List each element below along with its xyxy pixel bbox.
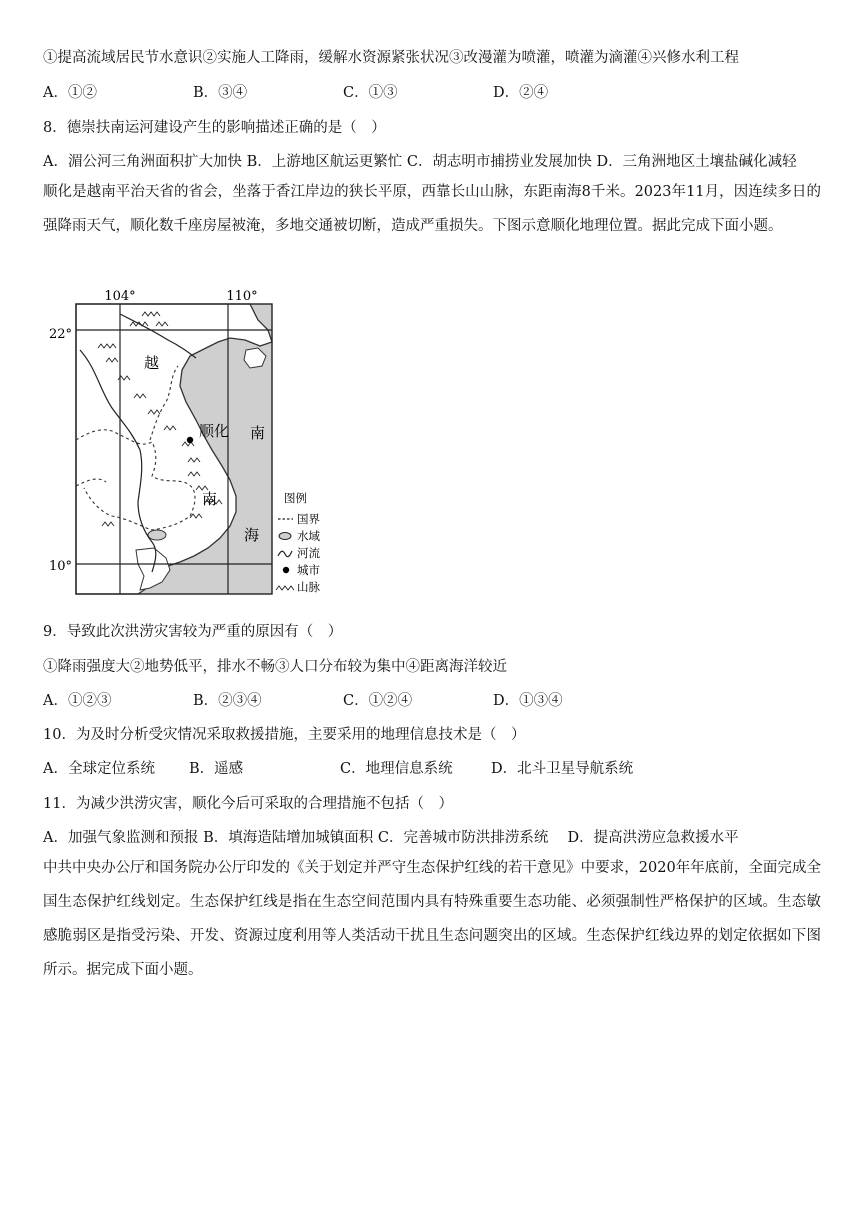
- label-nan-sea: 南: [250, 424, 266, 442]
- lat-label-22: 22°: [48, 327, 72, 342]
- lat-label-10: 10°: [48, 559, 72, 574]
- q10-option-a[interactable]: A．全球定位系统: [43, 761, 155, 777]
- q9-option-c[interactable]: C．①②④: [343, 693, 413, 709]
- q9-option-d[interactable]: D．①③④: [493, 693, 563, 709]
- q10-option-b[interactable]: B．遥感: [189, 761, 244, 777]
- q11-options[interactable]: A．加强气象监测和预报 B．填海造陆增加城镇面积 C．完善城市防洪排涝系统 D．提高洪涝应急救援水平: [43, 830, 739, 846]
- q9-option-b[interactable]: B．②③④: [193, 693, 262, 709]
- legend-item-river: 河流: [297, 546, 320, 560]
- legend-title: 图例: [284, 491, 307, 505]
- q10-options: [43, 759, 823, 779]
- q9-statement: ①降雨强度大②地势低平，排水不畅③人口分布较为集中④距离海洋较近: [43, 659, 507, 675]
- label-yue: 越: [144, 354, 160, 372]
- q7-option-b[interactable]: B．③④: [193, 85, 248, 101]
- city-hue-marker: [187, 437, 193, 443]
- legend-city-symbol: [283, 567, 289, 573]
- legend-item-city: 城市: [297, 563, 320, 577]
- legend-item-mountain: 山脉: [297, 580, 320, 594]
- hue-location-map: [40, 290, 340, 610]
- label-nan-land: 南: [202, 490, 218, 508]
- intro-paragraph-ecological-redline: 中共中央办公厅和国务院办公厅印发的《关于划定并严守生态保护红线的若干意见》中要求，2020年年底前，全面完成全国生态保护红线划定。生态保护红线是指在生态空间范围内具有特殊重要生态功能、必须强制性严格保护的区域。生态敏感脆弱区是指受污染、开发、资源过度利用等人类活动干扰且生态问题突出的区域。生态保护红线边界的划定依据如下图所示。据完成下面小题。: [43, 860, 821, 978]
- legend-item-border: 国界: [297, 512, 320, 526]
- q7-statement: ①提高流域居民节水意识②实施人工降雨，缓解水资源紧张状况③改漫灌为喷灌，喷灌为滴灌④兴修水利工程: [43, 50, 739, 66]
- label-hai: 海: [244, 526, 260, 544]
- legend-mountain-symbol: [276, 586, 294, 590]
- q9-option-a[interactable]: A．①②③: [43, 693, 112, 709]
- lon-label-110: 110°: [226, 290, 258, 304]
- q7-option-c[interactable]: C．①③: [343, 85, 398, 101]
- legend-item-water: 水域: [297, 529, 320, 543]
- map-legend: [276, 491, 320, 594]
- q10-stem: 10．为及时分析受灾情况采取救援措施，主要采用的地理信息技术是（ ）: [43, 727, 526, 743]
- q11-stem: 11．为减少洪涝灾害，顺化今后可采取的合理措施不包括（ ）: [43, 796, 453, 812]
- label-city-hue: 顺化: [199, 422, 230, 440]
- lake: [148, 530, 166, 540]
- legend-river-symbol: [278, 551, 292, 557]
- q9-stem: 9．导致此次洪涝灾害较为严重的原因有（ ）: [43, 624, 343, 640]
- q7-option-a[interactable]: A．①②: [43, 85, 97, 101]
- q8-stem: 8．德崇扶南运河建设产生的影响描述正确的是（ ）: [43, 120, 386, 136]
- q8-options[interactable]: A．湄公河三角洲面积扩大加快 B．上游地区航运更繁忙 C．胡志明市捕捞业发展加快 D．三角洲地区土壤盐碱化减轻: [43, 154, 797, 170]
- lon-label-104: 104°: [104, 290, 136, 304]
- legend-water-symbol: [279, 533, 291, 540]
- intro-paragraph-hue: 顺化是越南平治天省的省会，坐落于香江岸边的狭长平原，西靠长山山脉，东距南海8千米。2023年11月，因连续多日的强降雨天气，顺化数千座房屋被淹，多地交通被切断，造成严重损失。下图示意顺化地理位置。据此完成下面小题。: [43, 184, 821, 234]
- q9-options: [43, 691, 823, 711]
- q7-options: [43, 83, 823, 103]
- q10-option-c[interactable]: C．地理信息系统: [340, 761, 453, 777]
- q7-option-d[interactable]: D．②④: [493, 85, 549, 101]
- q10-option-d[interactable]: D．北斗卫星导航系统: [491, 761, 634, 777]
